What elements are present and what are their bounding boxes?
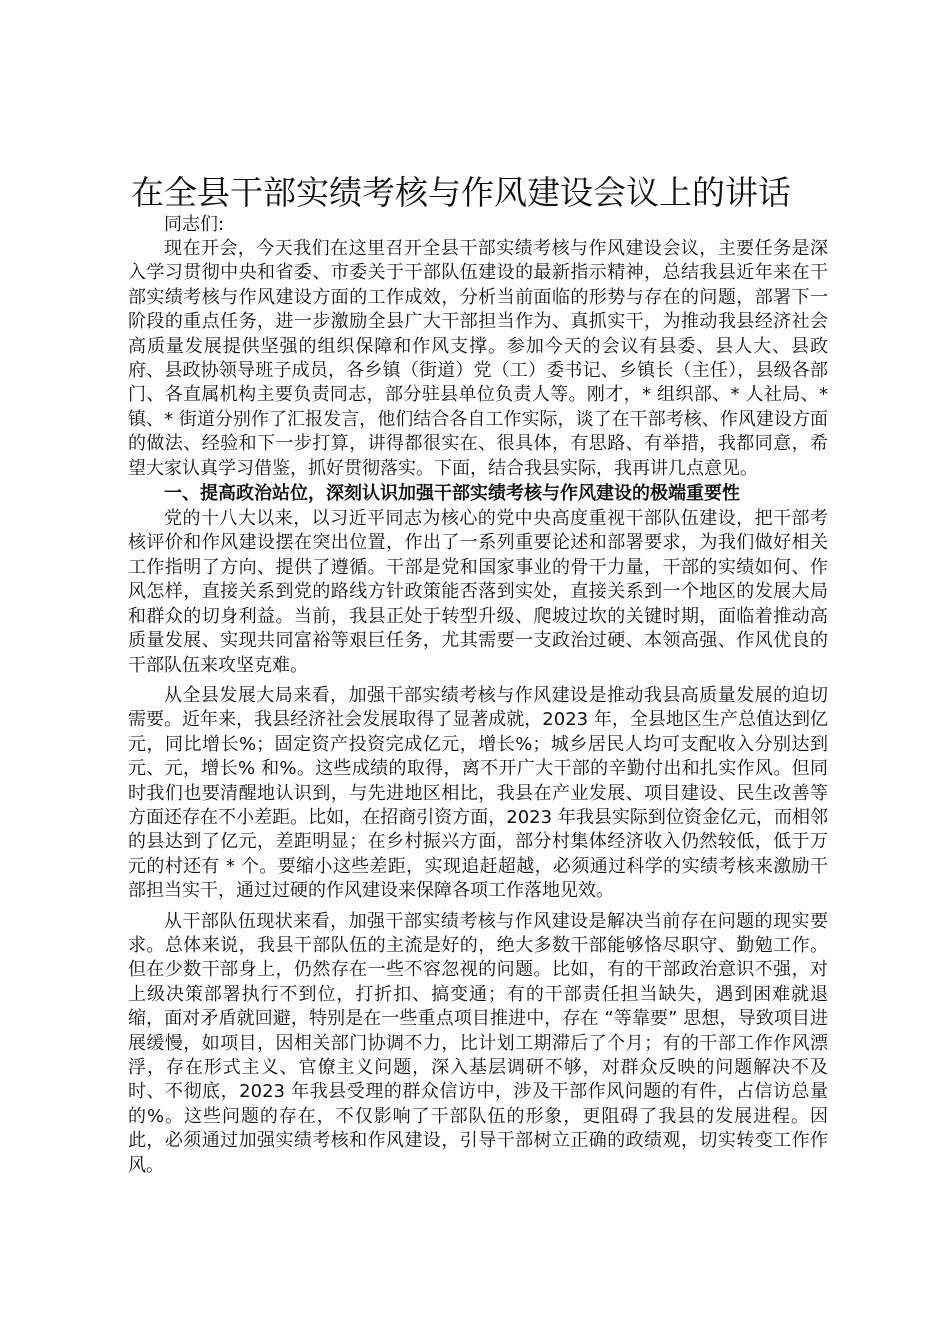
- section-heading: 一、提高政治站位，深刻认识加强干部实绩考核与作风建设的极端重要性: [164, 483, 740, 505]
- greeting: 同志们:: [164, 214, 225, 235]
- body-paragraph: 党的十八大以来，以习近平同志为核心的党中央高度重视干部队伍建设，把干部考核评价和作风建设摆在突出位置，作出了一系列重要论述和部署要求，为我们做好相关工作指明了方向、提供了遵循。干部是党和国家事业的骨干力量，干部的实绩如何、作风怎样，直接关系到党的路线方针政策能否落到实处，直接关系到一个地区的发展大局和群众的切身利益。当前，我县正处于转型升级、爬坡过坎的关键时期，面临着推动高质量发展、实现共同富裕等艰巨任务，尤其需要一支政治过硬、本领高强、作风优良的干部队伍来攻坚克难。: [128, 508, 828, 676]
- body-paragraph: 从全县发展大局来看，加强干部实绩考核与作风建设是推动我县高质量发展的迫切需要。近年来，我县经济社会发展取得了显著成就，2023 年，全县地区生产总值达到亿元，同比增长%；固定资产投资完成亿元，增长%；城乡居民人均可支配收入分别达到元、元，增长% 和%。这些成绩的取得，离不开广大干部的辛勤付出和扎实作风。但同时我们也要清醒地认识到，与先进地区相比，我县在产业发展、项目建设、民生改善等方面还存在不小差距。比如，在招商引资方面，2023 年我县实际到位资金亿元，而相邻的县达到了亿元，差距明显；在乡村振兴方面，部分村集体经济收入仍然较低，低于万元的村还有 * 个。要缩小这些差距，实现追赶超越，必须通过科学的实绩考核来激励干部担当实干，通过过硬的作风建设来保障各项工作落地见效。: [128, 684, 828, 902]
- document-body: [128, 173, 828, 1178]
- intro-paragraph: 现在开会，今天我们在这里召开全县干部实绩考核与作风建设会议，主要任务是深入学习贯彻中央和省委、市委关于干部队伍建设的最新指示精神，总结我县近年来在干部实绩考核与作风建设方面的工作成效，分析当前面临的形势与存在的问题，部署下一阶段的重点任务，进一步激励全县广大干部担当作为、真抓实干，为推动我县经济社会高质量发展提供坚强的组织保障和作风支撑。参加今天的会议有县委、县人大、县政府、县政协领导班子成员，各乡镇（街道）党（工）委书记、乡镇长（主任），县级各部门、各直属机构主要负责同志，部分驻县单位负责人等。刚才，* 组织部、* 人社局、* 镇、* 街道分别作了汇报发言，他们结合各自工作实际，谈了在干部考核、作风建设方面的做法、经验和下一步打算，讲得都很实在、很具体，有思路、有举措，我都同意，希望大家认真学习借鉴，抓好贯彻落实。下面，结合我县实际，我再讲几点意见。: [128, 238, 828, 479]
- body-paragraph: 从干部队伍现状来看，加强干部实绩考核与作风建设是解决当前存在问题的现实要求。总体来说，我县干部队伍的主流是好的，绝大多数干部能够恪尽职守、勤勉工作。但在少数干部身上，仍然存在一些不容忽视的问题。比如，有的干部政治意识不强，对上级决策部署执行不到位，打折扣、搞变通；有的干部责任担当缺失，遇到困难就退缩，面对矛盾就回避，特别是在一些重点项目推进中，存在 “等靠要” 思想，导致项目进展缓慢，如项目，因相关部门协调不力，比计划工期滞后了个月；有的干部工作作风漂浮，存在形式主义、官僚主义问题，深入基层调研不够，对群众反映的问题解决不及时、不彻底，2023 年我县受理的群众信访中，涉及干部作风问题的有件，占信访总量的%。这些问题的存在，不仅影响了干部队伍的形象，更阻碍了我县的发展进程。因此，必须通过加强实绩考核和作风建设，引导干部树立正确的政绩观，切实转变工作作风。: [128, 910, 828, 1176]
- page-title: 在全县干部实绩考核与作风建设会议上的讲话: [131, 173, 791, 212]
